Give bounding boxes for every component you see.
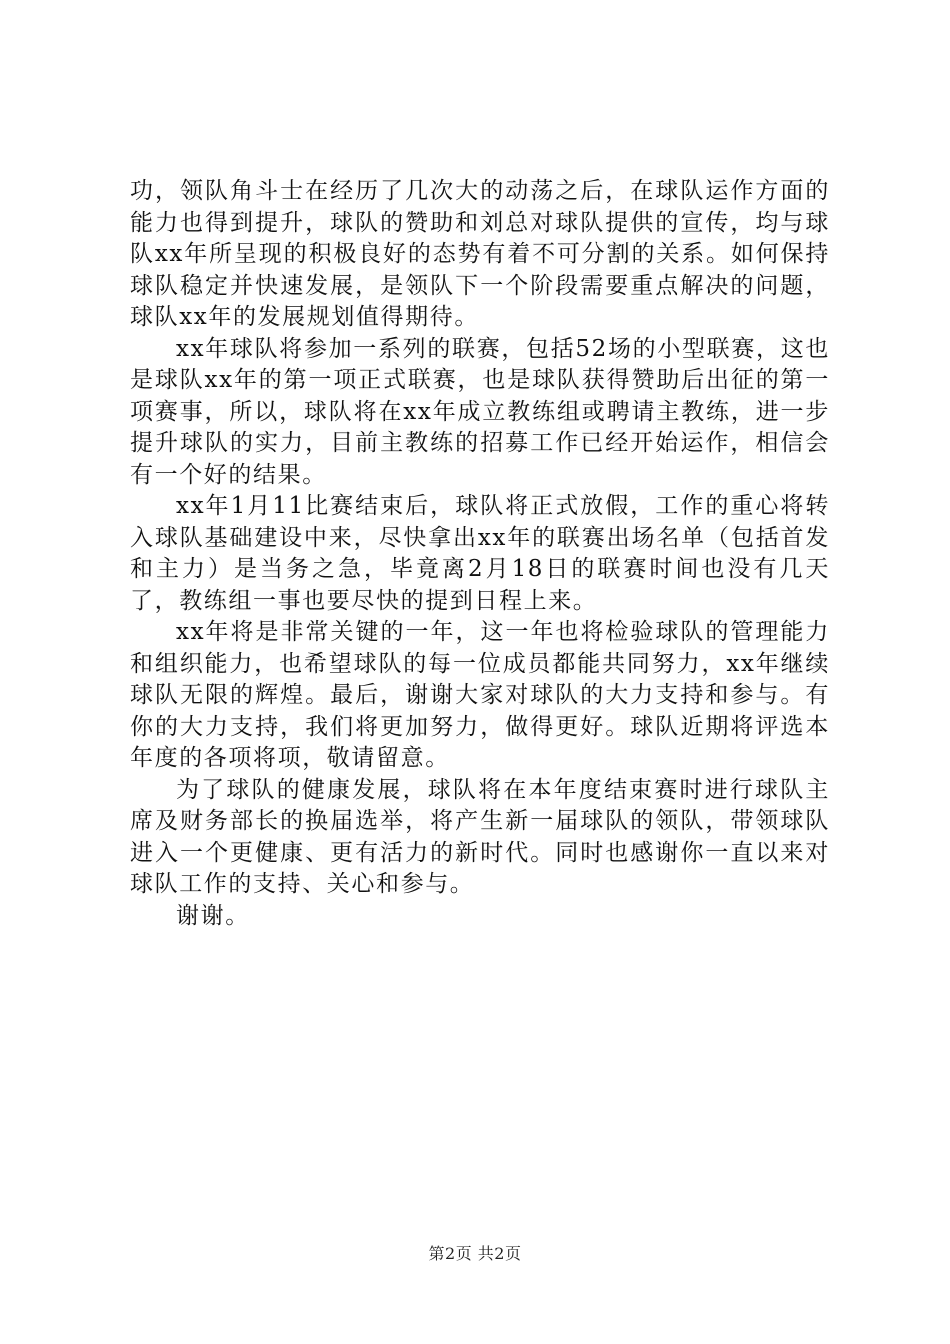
page-number-footer: 第2页 共2页 [428,1244,522,1263]
paragraph-holiday-roster: xx年1月11比赛结束后，球队将正式放假，工作的重心将转入球队基础建设中来，尽快拿出xx年的联赛出场名单（包括首发和主力）是当务之急，毕竟离2月18日的联赛时间也没有几天了，教练组一事也要尽快的提到日程上来。 [130,493,830,614]
paragraph-thanks: 谢谢。 [176,902,250,929]
paragraph-league-plan: xx年球队将参加一系列的联赛，包括52场的小型联赛，这也是球队xx年的第一项正式联赛，也是球队获得赞助后出征的第一项赛事，所以，球队将在xx年成立教练组或聘请主教练，进一步提升球队的实力，目前主教练的招募工作已经开始运作，相信会有一个好的结果。 [130,335,830,488]
paragraph-election: 为了球队的健康发展，球队将在本年度结束赛时进行球队主席及财务部长的换届选举，将产生新一届球队的领队，带领球队进入一个更健康、更有活力的新时代。同时也感谢你一直以来对球队工作的支持、关心和参与。 [130,776,830,897]
paragraph-key-year: xx年将是非常关键的一年，这一年也将检验球队的管理能力和组织能力，也希望球队的每一位成员都能共同努力，xx年继续球队无限的辉煌。最后，谢谢大家对球队的大力支持和参与。有你的大力支持，我们将更加努力，做得更好。球队近期将评选本年度的各项将项，敬请留意。 [130,619,830,771]
document-body [130,176,830,932]
paragraph-continuation: 功，领队角斗士在经历了几次大的动荡之后，在球队运作方面的能力也得到提升，球队的赞助和刘总对球队提供的宣传，均与球队xx年所呈现的积极良好的态势有着不可分割的关系。如何保持球队稳定并快速发展，是领队下一个阶段需要重点解决的问题，球队xx年的发展规划值得期待。 [130,178,830,330]
